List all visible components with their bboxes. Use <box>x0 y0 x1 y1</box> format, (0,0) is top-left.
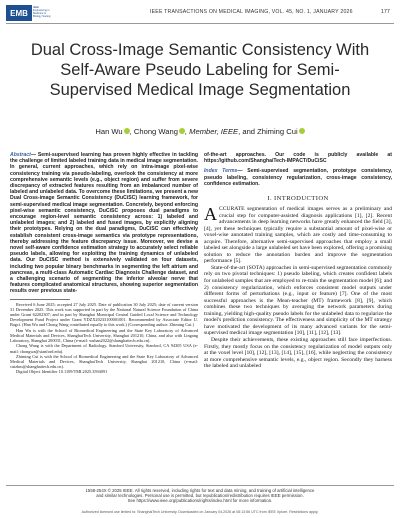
index-terms-label: Index Terms <box>204 168 238 175</box>
footnote-paragraph: Chong Wang is with the Department of Radiology, Stanford University, Stanford, CA 94305 USA (e-mail: chongwa@stanford.edu). <box>10 343 198 354</box>
abstract-label: Abstract <box>10 152 31 158</box>
abstract <box>10 152 198 295</box>
copyright-line: and similar technologies. Personal use is permitted, but republication/redistribution requires IEEE permission. <box>96 493 304 499</box>
footnote-paragraph: Han Wu is with the School of Biomedical Engineering and the State Key Laboratory of Advanced Medical Materials and Devices, ShanghaiTech University, Shanghai 201210, China, and also with Lingang Laboratory, Shanghai 200031, China (e-mail: wuhan2022@shanghaitech.edu.cn). <box>10 327 198 344</box>
download-notice: Authorized licensed use limited to: ShanghaiTech University. Downloaded on January 04,2026 at 08:13:56 UTC from IEEE Xplore. Restrictions apply. <box>81 510 319 514</box>
abstract-continued: of-the-art approaches. Our code is publicly available at https://github.com/ShanghaiTech-IMPACT/DuCiSC <box>204 152 392 165</box>
right-column <box>204 152 392 370</box>
body-paragraph <box>204 206 392 265</box>
author-role: , Member, IEEE <box>184 127 239 136</box>
footnote-paragraph: Received 6 June 2025; accepted 27 July 2025. Date of publication 30 July 2025; date of current version 31 December 2025. This work was supported in part by the National Natural Science Foundation of China under Grant 62202307; and in part by Shanghai Municipal Central Guided Local Science and Technology Development Fund Project under Grant YDZX20233100001001. Recommended by Associate Editor U. Bagci. (Han Wu and Chong Wang contributed equally to this work.) (Corresponding author: Zhiming Cui.) <box>10 301 198 328</box>
footnote-rule <box>10 299 70 300</box>
header-rule <box>6 23 394 24</box>
section-heading: I. INTRODUCTION <box>267 195 329 203</box>
footnote-paragraph: Zhiming Cui is with the School of Biomedical Engineering and the State Key Laboratory of Advanced Medical Materials and Devices, ShanghaiTech University, Shanghai 201210, China (e-mail: cuizhm@shanghaitech.edu.cn). <box>10 353 198 370</box>
footnote-block <box>10 299 198 375</box>
emb-logo-subtitle: IEEE Engineering in Medicine & Biology Society <box>33 6 51 18</box>
copyright-notice <box>10 488 390 504</box>
author-name: Chong Wang <box>133 127 178 136</box>
copyright-line: 1558-254X © 2025 IEEE. All rights reserved, including rights for text and data mining, and training of artificial intelligence <box>85 488 315 493</box>
body-paragraph: State-of-the-art (SOTA) approaches in semi-supervised segmentation commonly rely on two pivotal techniques: 1) pseudo labeling, which creates confident labels for unlabeled samples that are employed to re-train the segmentation model [6]; and 2) consistency regularization, which enforces consistent model outputs under different forms of perturbations (e.g., input or feature) [7]. One of the most successful approaches is the Mean-teacher (MT) framework [8], [9], which combines these two techniques by averaging the network parameters during training, yielding high-quality pseudo labels for the unlabeled data to regularize the model's prediction consistency. The effectiveness and simplicity of the MT strategy have motivated the development of its many advanced variants for the semi-supervised medical image segmentation [10], [11], [12], [13]. <box>204 264 392 337</box>
introduction-body <box>204 206 392 370</box>
journal-running-head: IEEE TRANSACTIONS ON MEDICAL IMAGING, VOL. 45, NO. 1, JANUARY 2026 <box>150 9 353 15</box>
abstract-text: — Semi-supervised learning has proven highly effective in tackling the challenge of limited labeled training data in medical image segmentation. In general, current approaches, which rely on intra-image pixel-wise consistency training via pseudo-labeling, overlook the consistency at more comprehensive semantic levels (e.g., object region) and suffer from severe discrepancy of extracted features resulting from an imbalanced number of labeled and unlabeled data. To overcome these limitations, we present a new Dual Cross-image Semantic Consistency (DuCiSC) learning framework, for semi-supervised medical image segmentation. Concretely, beyond enforcing pixel-wise semantic consistency, DuCiSC proposes dual paradigms to encourage region-level semantic consistency across: 1) labeled and unlabeled images; and 2) labeled and fused images, by explicitly aligning their prototypes. Relying on the dual paradigms, DuCiSC can effectively establish consistent cross-image semantics via prototype representations, thereby addressing the feature discrepancy issue. Moreover, we devise a novel self-aware confidence estimation strategy to accurately select reliable pseudo labels, allowing for exploiting the training dynamics of unlabeled data. Our DuCiSC method is extensively validated on four datasets, including two popular binary benchmarks in segmenting the left atrium and pancreas, a multi-class Automatic Cardiac Diagnosis Challenge dataset, and a challenging scenario of segmenting the inferior alveolar nerve that features complicated anatomical structures, showing superior segmentation results over previous state- <box>10 152 198 295</box>
author-separator: , <box>129 127 134 136</box>
footer-rule <box>6 485 394 486</box>
page-number: 177 <box>380 9 390 15</box>
orcid-icon[interactable] <box>299 128 305 134</box>
author-line <box>20 127 380 136</box>
body-paragraph: Despite their achievements, these existing approaches still face imperfections. Firstly, they mostly focus on the consistency regularization of model outputs only at the voxel level [10], [12], [13], [14], [15], [16], while neglecting the consistency at more comprehensive semantic levels, e.g., object region. Secondly they harness the labeled and unlabeled <box>204 336 392 370</box>
index-terms <box>204 168 392 187</box>
doi-line[interactable]: Digital Object Identifier 10.1109/TMI.2025.3594091 <box>16 369 108 375</box>
author-name: Han Wu <box>95 127 123 136</box>
paper-title: Dual Cross-Image Semantic Consistency With Self-Aware Pseudo Labeling for Semi-Supervised Medical Image Segmentation <box>30 41 370 99</box>
page-header <box>0 0 400 26</box>
rights-link[interactable]: See https://www.ieee.org/publications/rights/index.html for more information. <box>127 498 273 504</box>
paragraph-text: CCURATE segmentation of medical images serves as a preliminary and crucial step for computer-assisted diagnosis applications [1], [2]. Recent advancements in deep learning networks have greatly enhanced the field [3], [4], yet these techniques typically require a substantial amount of pixel-wise or voxel-wise annotated training samples, which are costly and time-consuming to acquire. Therefore, alternative semi-supervised approaches that employ a small labeled set alongside a large unlabeled set have been explored, offering a promising solution to reduce the annotation burden and improve the segmentation performance [5]. <box>204 206 392 265</box>
drop-cap: A <box>204 204 217 225</box>
left-column <box>10 152 198 375</box>
author-name: , and Zhiming Cui <box>238 127 298 136</box>
index-terms-text: — Semi-supervised segmentation, prototype consistency, pseudo labeling, consistency regularization, cross-image consistency, confidence estimation. <box>204 168 393 187</box>
emb-logo: EMB <box>6 5 32 21</box>
